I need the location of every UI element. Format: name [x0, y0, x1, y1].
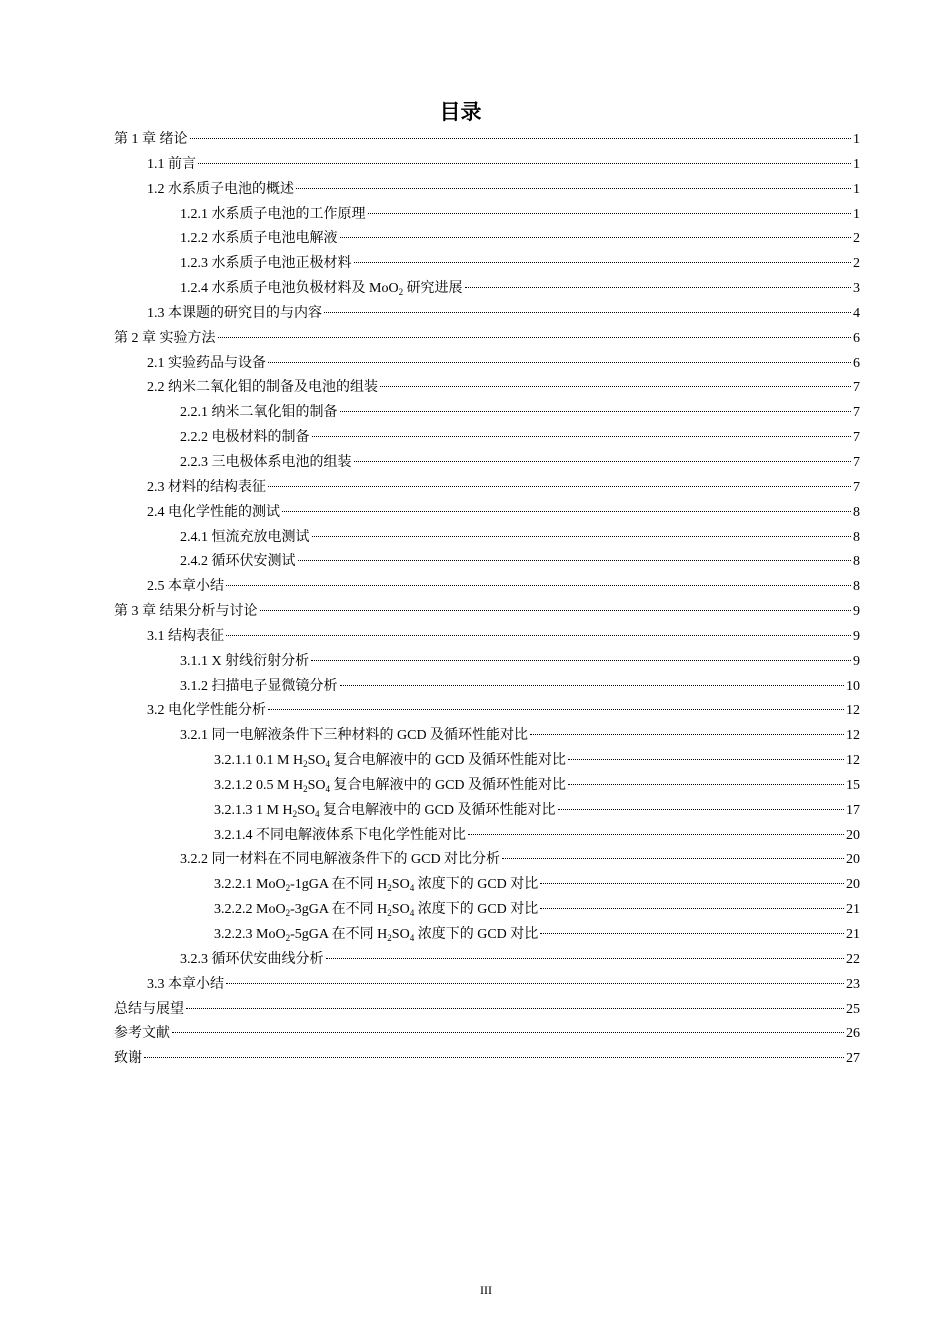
title-text: SO: [307, 753, 326, 769]
title-text: 3.3 本章小结: [147, 976, 224, 992]
toc-entry-level-1[interactable]: [114, 327, 860, 352]
dot-leader: [326, 958, 845, 959]
toc-entry-level-1[interactable]: [114, 1047, 860, 1072]
toc-entry-title: [180, 724, 528, 749]
title-text: 1.2.3 水系质子电池正极材料: [180, 256, 352, 272]
title-text: 1.2 水系质子电池的概述: [147, 181, 294, 197]
subscript-text: 2: [303, 759, 308, 770]
toc-entry-title: [114, 1047, 142, 1072]
title-text: 2.2.3 三电极体系电池的组装: [180, 454, 352, 470]
toc-entry-level-3[interactable]: [114, 277, 860, 302]
toc-entry-title: [214, 824, 466, 849]
dot-leader: [226, 635, 851, 636]
toc-entry-title: [180, 426, 310, 451]
toc-page-number: 7: [853, 454, 860, 470]
dot-leader: [540, 908, 844, 909]
title-text: 3.2.1 同一电解液条件下三种材料的 GCD 及循环性能对比: [180, 728, 529, 744]
dot-leader: [465, 287, 851, 288]
title-text: 第 1 章 绪论: [114, 132, 188, 147]
subscript-text: 4: [409, 933, 415, 943]
dot-leader: [324, 312, 851, 313]
subscript-text: 4: [409, 908, 415, 919]
title-text: 2.3 材料的结构表征: [147, 479, 266, 495]
toc-entry-title: [147, 376, 378, 401]
toc-page-number: 12: [846, 703, 860, 719]
dot-leader: [268, 486, 851, 487]
toc-entry-level-2[interactable]: [114, 973, 860, 998]
title-text: 3.2.3 循环伏安曲线分析: [180, 951, 324, 967]
toc-entry-title: [114, 600, 258, 625]
title-text: 浓度下的 GCD 对比: [414, 927, 539, 942]
dot-leader: [282, 511, 851, 512]
toc-entry-level-2[interactable]: [114, 575, 860, 600]
title-text: 1.2.4 水系质子电池负极材料及 MoO: [180, 281, 399, 297]
toc-entry-level-3[interactable]: [114, 526, 860, 551]
title-text: 2.2 纳米二氧化钼的制备及电池的组装: [147, 380, 378, 396]
title-text: 1.1 前言: [147, 156, 196, 172]
toc-entry-level-3[interactable]: [114, 948, 860, 973]
title-text: 3.2.2.2 MoO: [214, 902, 286, 918]
title-text: 1.2.2 水系质子电池电解液: [180, 231, 338, 247]
toc-entry-title: [214, 873, 538, 898]
toc-entry-level-2[interactable]: [114, 476, 860, 501]
title-text: 总结与展望: [114, 1001, 184, 1017]
title-text: 3.2.2.1 MoO: [214, 877, 286, 893]
title-text: 2.2.1 纳米二氧化钼的制备: [180, 405, 338, 421]
toc-entry-level-4[interactable]: [114, 824, 860, 849]
subscript-text: 2: [387, 933, 392, 943]
toc-entry-title: [147, 501, 280, 526]
table-of-contents: [114, 128, 860, 1072]
title-text: 致谢: [114, 1051, 142, 1067]
title-text: 3.2.1.3 1 M H: [214, 802, 293, 818]
subscript-text: 2: [387, 883, 392, 894]
toc-entry-title: [147, 178, 294, 203]
dot-leader: [218, 337, 852, 338]
title-text: 2.2.2 电极材料的制备: [180, 430, 310, 446]
title-text: 3.2.1.2 0.5 M H: [214, 777, 304, 793]
toc-page-number: 1: [853, 206, 860, 222]
dot-leader: [268, 362, 851, 363]
title-text: 2.5 本章小结: [147, 579, 224, 595]
toc-page-number: 9: [853, 604, 860, 620]
toc-entry-level-1[interactable]: [114, 600, 860, 625]
toc-page-number: 20: [846, 852, 860, 868]
toc-entry-title: [180, 227, 338, 252]
toc-entry-level-3[interactable]: [114, 426, 860, 451]
toc-entry-level-3[interactable]: [114, 650, 860, 675]
title-text: 3.2.1.4 不同电解液体系下电化学性能对比: [214, 827, 466, 843]
dot-leader: [186, 1008, 844, 1009]
toc-page-number: 1: [853, 156, 860, 172]
subscript-text: 2: [303, 783, 308, 794]
toc-page-number: 7: [853, 430, 860, 446]
toc-page-number: 2: [853, 231, 860, 247]
toc-entry-title: [180, 401, 338, 426]
toc-page-number: 23: [846, 976, 860, 992]
toc-entry-title: [114, 128, 188, 153]
title-text: SO: [307, 777, 326, 793]
toc-page-number: 12: [846, 728, 860, 744]
toc-entry-title: [214, 774, 566, 799]
toc-page-number: 26: [846, 1026, 860, 1042]
toc-entry-title: [147, 153, 196, 178]
toc-entry-level-3[interactable]: [114, 848, 860, 873]
toc-page-number: 6: [853, 330, 860, 346]
title-text: 浓度下的 GCD 对比: [414, 902, 539, 918]
toc-page-number: 9: [853, 628, 860, 644]
toc-entry-level-3[interactable]: [114, 203, 860, 228]
toc-entry-level-2[interactable]: [114, 699, 860, 724]
toc-page-number: 9: [853, 653, 860, 669]
toc-page-number: 21: [846, 902, 860, 918]
dot-leader: [340, 237, 852, 238]
toc-page-number: 10: [846, 678, 860, 694]
toc-entry-level-3[interactable]: [114, 724, 860, 749]
title-text: 第 3 章 结果分析与讨论: [114, 604, 258, 620]
dot-leader: [172, 1032, 844, 1033]
dot-leader: [226, 585, 851, 586]
toc-page-number: 17: [846, 802, 860, 818]
title-text: 3.1 结构表征: [147, 628, 224, 644]
subscript-text: 2: [387, 908, 392, 919]
dot-leader: [190, 138, 852, 139]
subscript-text: 2: [285, 883, 291, 894]
toc-entry-level-3[interactable]: [114, 451, 860, 476]
toc-page-number: 6: [853, 355, 860, 371]
dot-leader: [568, 784, 844, 785]
dot-leader: [296, 188, 851, 189]
toc-entry-level-3[interactable]: [114, 401, 860, 426]
title-text: 参考文献: [114, 1026, 170, 1042]
toc-entry-title: [147, 625, 224, 650]
toc-entry-level-2[interactable]: [114, 153, 860, 178]
subscript-text: 4: [409, 883, 415, 894]
toc-entry-title: [147, 476, 266, 501]
toc-entry-title: [180, 277, 463, 302]
title-text: 复合电解液中的 GCD 及循环性能对比: [329, 753, 567, 769]
toc-entry-level-2[interactable]: [114, 625, 860, 650]
title-text: 第 2 章 实验方法: [114, 330, 216, 346]
title-text: 3.2 电化学性能分析: [147, 703, 266, 719]
toc-entry-level-2[interactable]: [114, 302, 860, 327]
toc-page-number: 7: [853, 380, 860, 396]
dot-leader: [298, 560, 852, 561]
title-text: SO: [391, 902, 410, 918]
toc-entry-level-4[interactable]: [114, 898, 860, 923]
toc-entry-level-1[interactable]: [114, 128, 860, 153]
toc-entry-level-3[interactable]: [114, 550, 860, 575]
dot-leader: [558, 809, 844, 810]
subscript-text: 4: [325, 783, 330, 794]
title-text: SO: [391, 927, 410, 942]
toc-page-number: 20: [846, 827, 860, 843]
dot-leader: [368, 213, 852, 214]
title-text: 3.2.2 同一材料在不同电解液条件下的 GCD 对比分析: [180, 852, 501, 868]
toc-page-number: 8: [853, 554, 860, 570]
dot-leader: [468, 834, 844, 835]
title-text: -5gGA 在不同 H: [290, 927, 388, 942]
toc-page-number: 1: [853, 132, 860, 147]
subscript-text: 2: [292, 808, 298, 819]
toc-page-number: 1: [853, 181, 860, 197]
toc-entry-title: [114, 998, 184, 1023]
title-text: 2.1 实验药品与设备: [147, 355, 266, 371]
toc-page-number: 20: [846, 877, 860, 893]
toc-entry-title: [180, 650, 309, 675]
toc-page-number: 3: [853, 281, 860, 297]
title-text: SO: [297, 802, 315, 818]
toc-entry-title: [214, 799, 556, 824]
dot-leader: [530, 734, 844, 735]
dot-leader: [354, 461, 852, 462]
toc-entry-level-3[interactable]: [114, 675, 860, 700]
toc-entry-title: [114, 1022, 170, 1047]
toc-entry-title: [214, 923, 538, 948]
dot-leader: [540, 933, 844, 934]
toc-entry-title: [180, 526, 310, 551]
toc-entry-level-1[interactable]: [114, 1022, 860, 1047]
dot-leader: [144, 1057, 844, 1058]
toc-page-number: 7: [853, 405, 860, 421]
toc-entry-level-4[interactable]: [114, 799, 860, 824]
dot-leader: [268, 709, 844, 710]
toc-entry-title: [180, 948, 324, 973]
title-text: 复合电解液中的 GCD 及循环性能对比: [319, 802, 556, 818]
toc-entry-level-4[interactable]: [114, 873, 860, 898]
title-text: 2.4.1 恒流充放电测试: [180, 529, 310, 545]
subscript-text: 4: [314, 808, 320, 819]
dot-leader: [502, 858, 844, 859]
toc-page-number: 12: [846, 753, 860, 769]
toc-page-number: 22: [846, 951, 860, 967]
toc-entry-title: [180, 550, 296, 575]
toc-entry-level-4[interactable]: [114, 774, 860, 799]
toc-entry-title: [180, 252, 352, 277]
toc-entry-title: [180, 848, 500, 873]
dot-leader: [226, 983, 844, 984]
subscript-text: 4: [325, 759, 330, 770]
toc-entry-title: [214, 898, 538, 923]
dot-leader: [340, 411, 852, 412]
toc-entry-title: [180, 675, 338, 700]
title-text: 3.2.2.3 MoO: [214, 927, 286, 942]
page-title: 目录: [439, 100, 482, 124]
title-text: 3.2.1.1 0.1 M H: [214, 753, 304, 769]
toc-entry-title: [214, 749, 566, 774]
dot-leader: [312, 536, 852, 537]
dot-leader: [354, 262, 852, 263]
toc-entry-level-3[interactable]: [114, 252, 860, 277]
dot-leader: [198, 163, 851, 164]
toc-entry-level-2[interactable]: [114, 501, 860, 526]
toc-page-number: 8: [853, 504, 860, 520]
toc-entry-level-3[interactable]: [114, 227, 860, 252]
title-text: 2.4.2 循环伏安测试: [180, 554, 296, 570]
toc-entry-level-1[interactable]: [114, 998, 860, 1023]
toc-entry-level-4[interactable]: [114, 923, 860, 948]
toc-entry-title: [147, 699, 266, 724]
dot-leader: [540, 883, 844, 884]
title-text: 3.1.1 X 射线衍射分析: [180, 653, 310, 669]
toc-page-number: 25: [846, 1001, 860, 1017]
toc-page-number: 8: [853, 579, 860, 595]
toc-page-number: 7: [853, 479, 860, 495]
dot-leader: [311, 660, 851, 661]
title-text: 1.2.1 水系质子电池的工作原理: [180, 206, 366, 222]
toc-page-number: 15: [846, 777, 860, 793]
toc-entry-title: [147, 352, 266, 377]
subscript-text: 2: [398, 287, 404, 298]
toc-page-number: 8: [853, 529, 860, 545]
title-text: 2.4 电化学性能的测试: [147, 504, 280, 520]
title-text: -3gGA 在不同 H: [290, 902, 388, 918]
toc-entry-level-2[interactable]: [114, 376, 860, 401]
title-text: 研究进展: [403, 281, 463, 297]
page-number: III: [480, 1283, 492, 1297]
dot-leader: [568, 759, 844, 760]
dot-leader: [312, 436, 852, 437]
toc-page-number: 2: [853, 256, 860, 272]
toc-entry-title: [180, 451, 352, 476]
toc-page-number: 27: [846, 1051, 860, 1067]
dot-leader: [260, 610, 852, 611]
toc-page-number: 21: [846, 927, 860, 942]
dot-leader: [380, 386, 851, 387]
toc-entry-title: [180, 203, 366, 228]
toc-entry-level-2[interactable]: [114, 178, 860, 203]
subscript-text: 2: [285, 933, 291, 943]
toc-entry-title: [147, 973, 224, 998]
title-text: -1gGA 在不同 H: [290, 877, 388, 893]
title-text: 1.3 本课题的研究目的与内容: [147, 305, 322, 321]
toc-entry-level-2[interactable]: [114, 352, 860, 377]
title-text: 3.1.2 扫描电子显微镜分析: [180, 678, 338, 694]
dot-leader: [340, 685, 845, 686]
title-text: SO: [391, 877, 410, 893]
toc-entry-title: [114, 327, 216, 352]
title-text: 复合电解液中的 GCD 及循环性能对比: [329, 777, 567, 793]
toc-page-number: 4: [853, 305, 860, 321]
toc-entry-level-4[interactable]: [114, 749, 860, 774]
subscript-text: 2: [285, 908, 291, 919]
toc-entry-title: [147, 302, 322, 327]
toc-entry-title: [147, 575, 224, 600]
title-text: 浓度下的 GCD 对比: [414, 877, 539, 893]
